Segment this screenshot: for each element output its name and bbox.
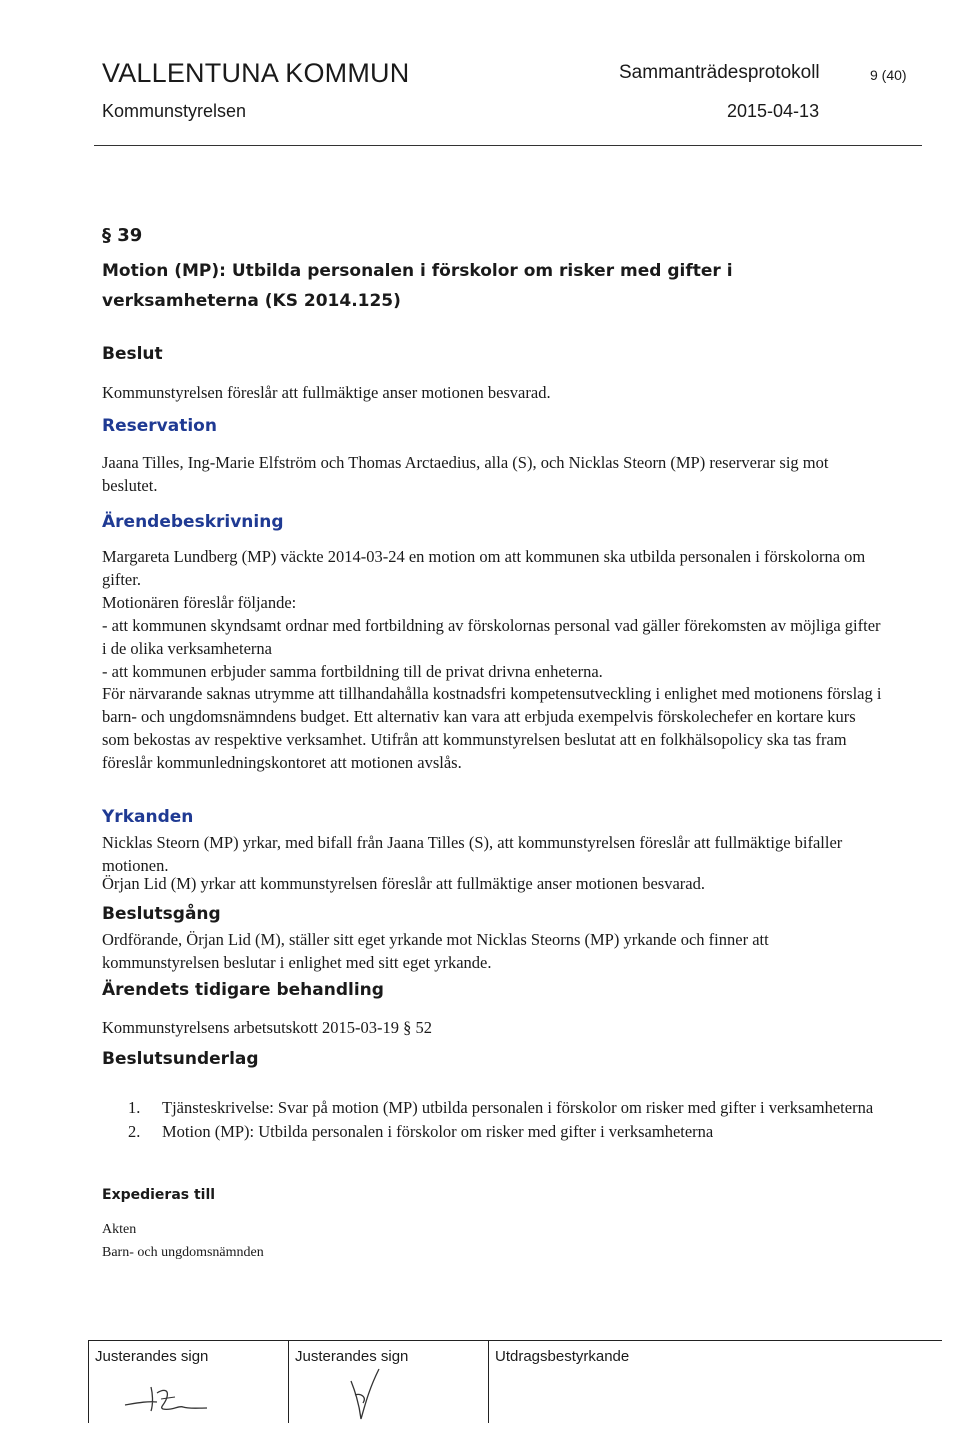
arendebeskrivning-p2: Motionären föreslår följande: <box>102 593 297 612</box>
list-item-text: Tjänsteskrivelse: Svar på motion (MP) utbilda personalen i förskolor om risker med gifter i verksamheterna <box>162 1098 874 1117</box>
arendebeskrivning-p3: - att kommunen skyndsamt ordnar med fortbildning av förskolornas personal vad gäller förekomsten av möjliga gifter i de olika verksamheterna <box>102 616 881 658</box>
recipient: Barn- och ungdomsnämnden <box>102 1245 264 1260</box>
signature-label: Utdragsbestyrkande <box>495 1348 630 1365</box>
list-item-number: 2. <box>128 1122 141 1141</box>
signature-cell-3 <box>488 1341 943 1423</box>
matter-title: Motion (MP): Utbilda personalen i förskolor om risker med gifter i verksamheterna (KS 2014.125) <box>102 261 733 311</box>
recipient: Akten <box>102 1222 137 1237</box>
tidigare-heading: Ärendets tidigare behandling <box>102 980 384 1000</box>
list-item <box>102 1097 882 1118</box>
signature-cell-2 <box>288 1341 489 1423</box>
signature-label: Justerandes sign <box>95 1348 209 1365</box>
reservation-text: Jaana Tilles, Ing-Marie Elfström och Thomas Arctaedius, alla (S), och Nicklas Steorn (MP) reserverar sig mot beslutet. <box>102 453 829 495</box>
expedieras-heading: Expedieras till <box>102 1187 216 1203</box>
arendebeskrivning-p1: Margareta Lundberg (MP) väckte 2014-03-24 en motion om att kommunen ska utbilda personalen i förskolorna om gifter. <box>102 547 866 589</box>
document-type: Sammanträdesprotokoll <box>619 62 820 83</box>
list-item-text: Motion (MP): Utbilda personalen i förskolor om risker med gifter i verksamheterna <box>162 1122 714 1141</box>
arendebeskrivning-p5: För närvarande saknas utrymme att tillhandahålla kostnadsfri kompetensutveckling i enlighet med motionens förslag i barn- och ungdomsnämndens budget. Ett alternativ kan vara att erbjuda exempelvis förskolechefer en kortare kurs som bekostas av respektive verksamhet. Utifrån att kommunstyrelsen beslutat att en folkhälsopolicy ska tas fram föreslår kommunledningskontoret att motionen avslås. <box>102 684 882 772</box>
signature-table <box>88 1340 942 1423</box>
list-item <box>102 1121 882 1142</box>
beslutsgang-text: Ordförande, Örjan Lid (M), ställer sitt eget yrkande mot Nicklas Steorns (MP) yrkande och finner att kommunstyrelsen beslutar i enlighet med sitt eget yrkande. <box>102 930 769 972</box>
beslut-heading: Beslut <box>102 344 163 364</box>
page-number: 9 (40) <box>870 67 907 83</box>
decision-body: Kommunstyrelsen <box>102 101 247 121</box>
yrkanden-p1: Nicklas Steorn (MP) yrkar, med bifall från Jaana Tilles (S), att kommunstyrelsen föreslår att fullmäktige bifaller motionen. <box>102 833 843 875</box>
beslutsunderlag-heading: Beslutsunderlag <box>102 1049 259 1069</box>
header-divider <box>94 145 922 146</box>
tidigare-text: Kommunstyrelsens arbetsutskott 2015-03-19 § 52 <box>102 1018 432 1037</box>
paragraph-number: § 39 <box>102 225 143 246</box>
signature-label: Justerandes sign <box>295 1348 409 1365</box>
handwritten-signature-2 <box>339 1363 409 1425</box>
yrkanden-heading: Yrkanden <box>102 807 194 827</box>
beslutsgang-heading: Beslutsgång <box>102 904 221 924</box>
signature-cell-1 <box>88 1341 289 1423</box>
arendebeskrivning-p4: - att kommunen erbjuder samma fortbildning till de privat drivna enheterna. <box>102 662 603 681</box>
handwritten-signature-1 <box>117 1375 217 1417</box>
reservation-heading: Reservation <box>102 416 217 436</box>
arendebeskrivning-heading: Ärendebeskrivning <box>102 512 284 532</box>
beslut-text: Kommunstyrelsen föreslår att fullmäktige anser motionen besvarad. <box>102 383 551 402</box>
beslutsunderlag-list <box>102 1097 882 1145</box>
list-item-number: 1. <box>128 1098 141 1117</box>
yrkanden-p2: Örjan Lid (M) yrkar att kommunstyrelsen föreslår att fullmäktige anser motionen besvarad. <box>102 874 705 893</box>
meeting-date: 2015-04-13 <box>727 101 820 121</box>
organization-name: VALLENTUNA KOMMUN <box>102 58 410 88</box>
